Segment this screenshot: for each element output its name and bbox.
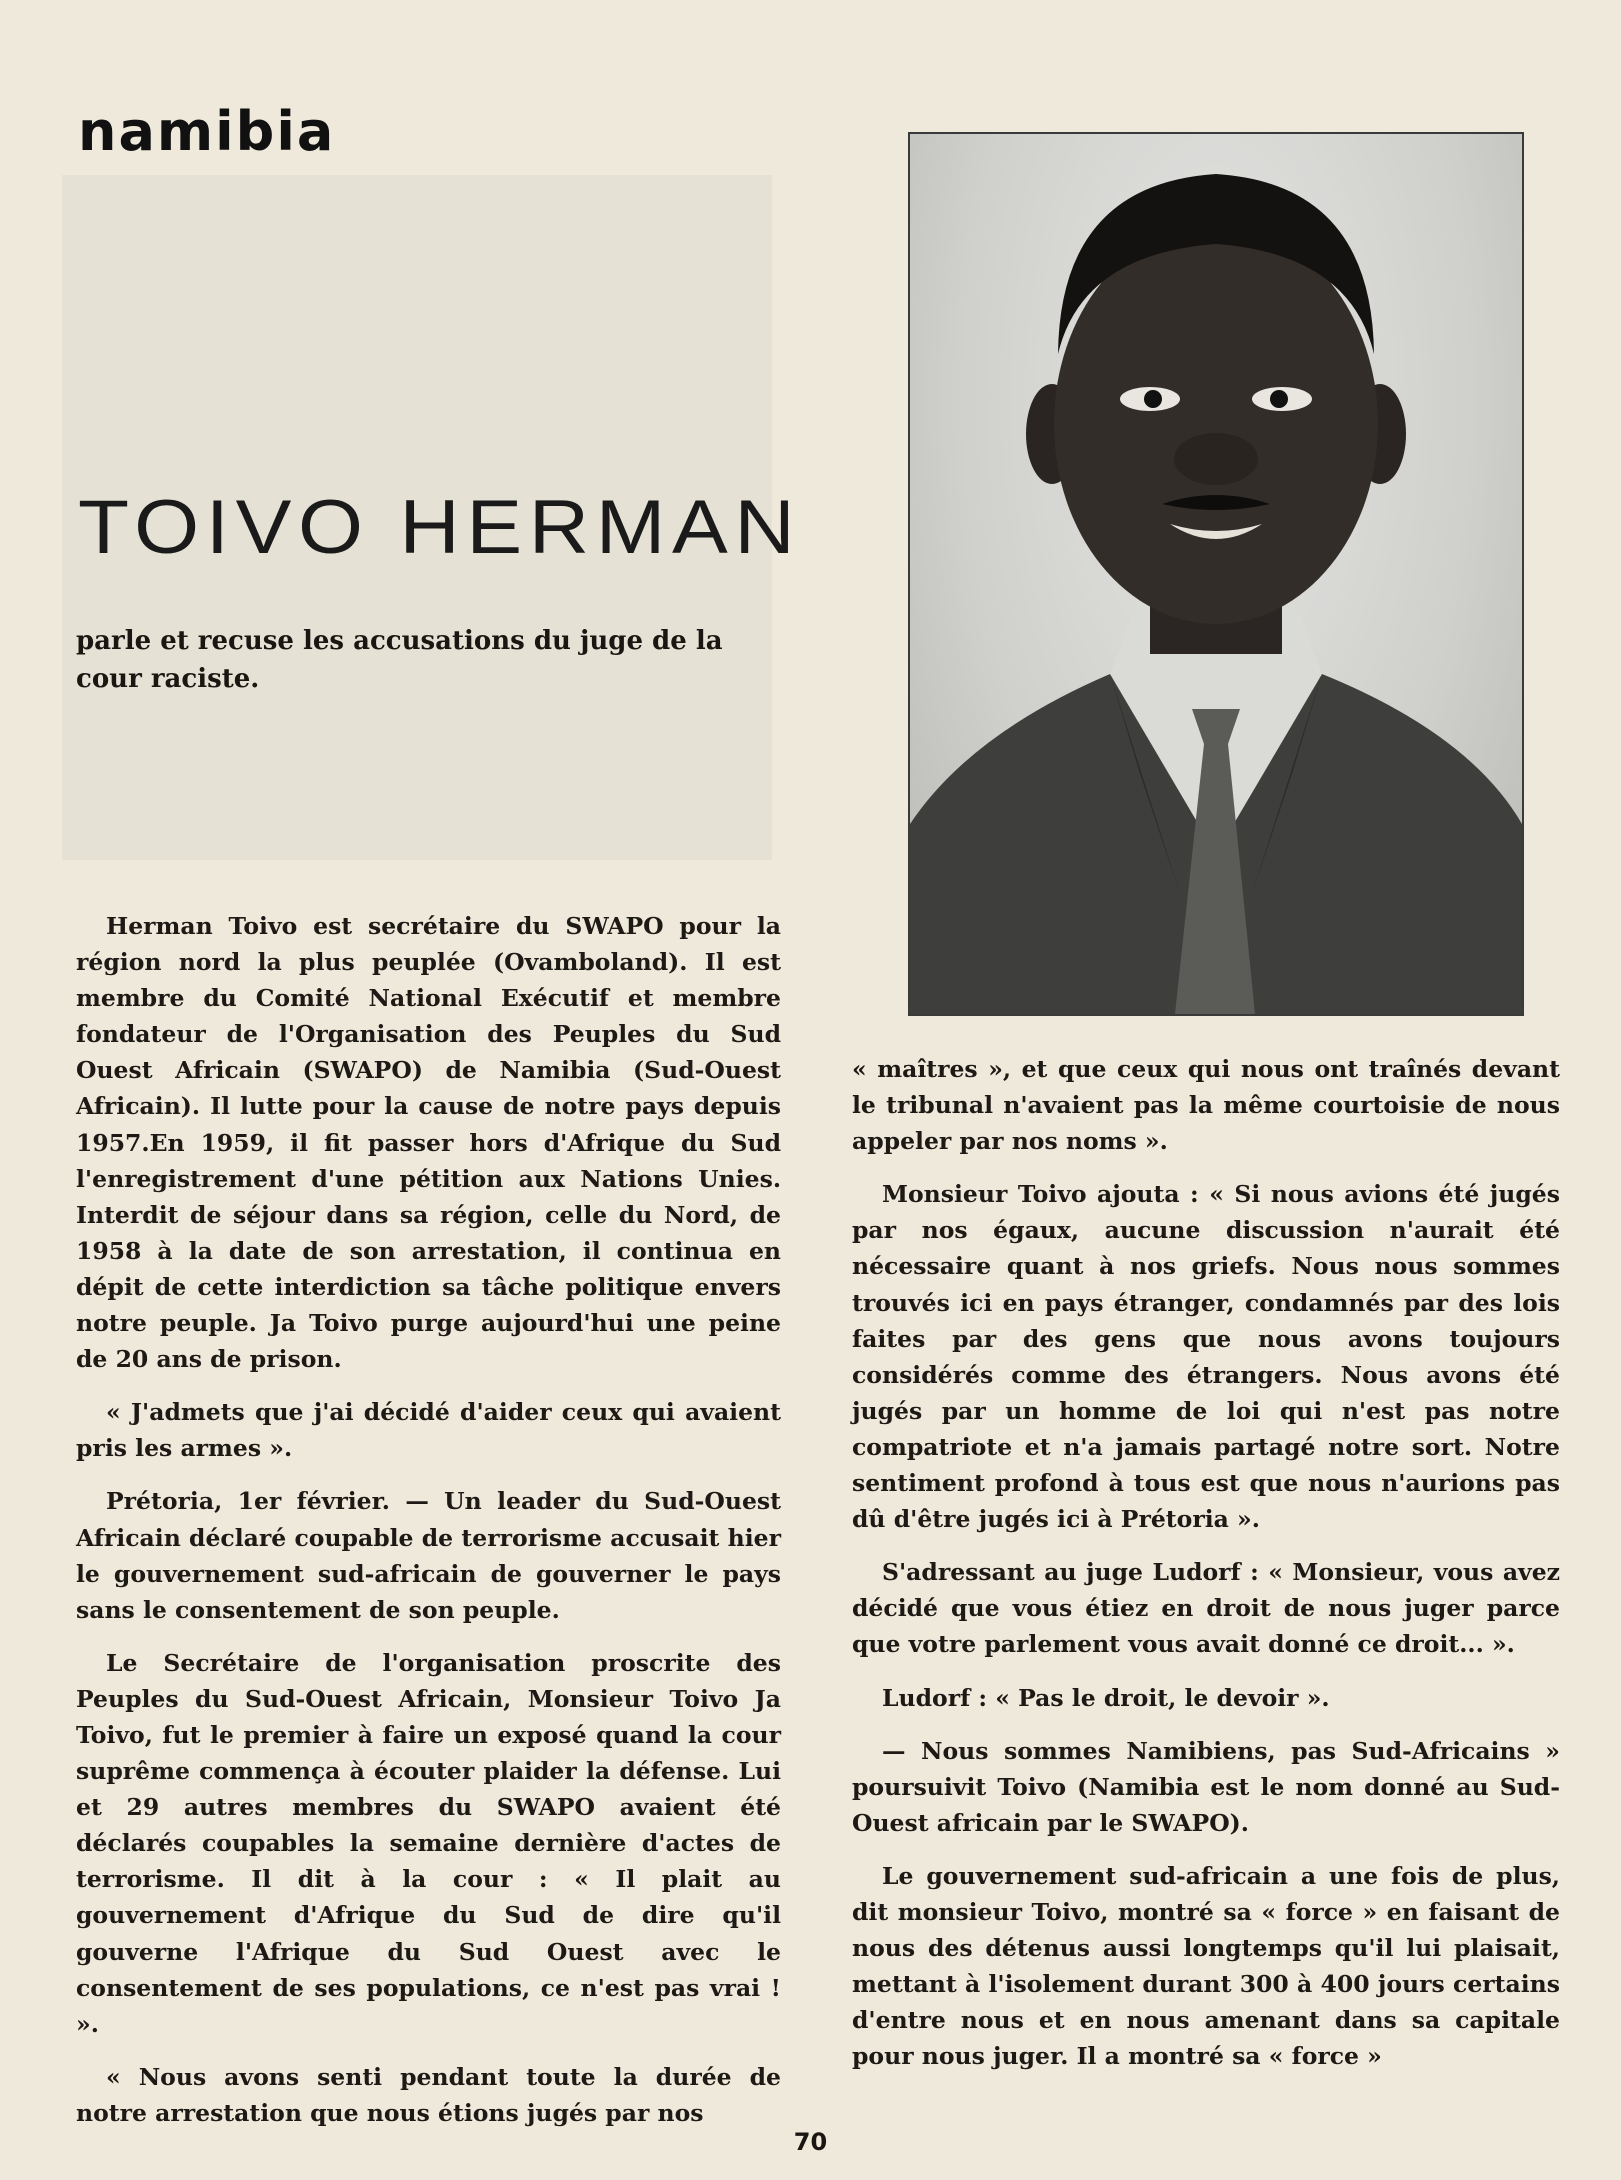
paragraph: Monsieur Toivo ajouta : « Si nous avions été jugés par nos égaux, aucune discussion n'aurait été nécessaire quant à nos griefs. Nous nous sommes trouvés ici en pays étranger, condamnés par des lois faites par des gens que nous avons toujours considérés comme des étrangers. Nous avons été jugés par un homme de loi qui n'est pas notre compatriote et n'a jamais partagé notre sort. Notre sentiment profond à tous est que nous n'aurions pas dû d'être jugés ici à Prétoria ». xyxy=(852,1180,1560,1534)
article-subtitle: parle et recuse les accusations du juge de la cour raciste. xyxy=(76,626,723,694)
portrait-icon xyxy=(910,134,1522,1014)
article-column-left xyxy=(76,908,781,2148)
section-label: namibia xyxy=(78,100,336,163)
paragraph: Ludorf : « Pas le droit, le devoir ». xyxy=(882,1683,1330,1712)
article-column-right xyxy=(852,1051,1560,2091)
paragraph: « maîtres », et que ceux qui nous ont traînés devant le tribunal n'avaient pas la même courtoisie de nous appeler par nos noms ». xyxy=(852,1055,1560,1156)
paragraph: Herman Toivo est secrétaire du SWAPO pour la région nord la plus peuplée (Ovamboland). Il est membre du Comité National Exécutif et membre fondateur de l'Organisation des Peuples du Sud Ouest Africain (SWAPO) de Namibia (Sud-Ouest Africain). Il lutte pour la cause de notre pays depuis 1957.En 1959, il fit passer hors d'Afrique du Sud l'enregistrement d'une pétition aux Nations Unies. Interdit de séjour dans sa région, celle du Nord, de 1958 à la date de son arrestation, il continua en dépit de cette interdiction sa tâche politique envers notre peuple. Ja Toivo purge aujourd'hui une peine de 20 ans de prison. xyxy=(76,912,781,1374)
paragraph: Prétoria, 1er février. — Un leader du Sud-Ouest Africain déclaré coupable de terrorisme accusait hier le gouvernement sud-africain de gouverner le pays sans le consentement de son peuple. xyxy=(76,1487,781,1624)
paragraph: S'adressant au juge Ludorf : « Monsieur, vous avez décidé que vous étiez en droit de nous juger parce que votre parlement vous avait donné ce droit... ». xyxy=(852,1558,1560,1659)
paragraph: « J'admets que j'ai décidé d'aider ceux qui avaient pris les armes ». xyxy=(76,1398,781,1463)
paragraph: — Nous sommes Namibiens, pas Sud-Africains » poursuivit Toivo (Namibia est le nom donné au Sud-Ouest africain par le SWAPO). xyxy=(852,1736,1560,1837)
page-number: 70 xyxy=(793,2128,828,2156)
portrait-photo xyxy=(908,132,1524,1016)
paragraph: Le gouvernement sud-africain a une fois de plus, dit monsieur Toivo, montré sa « force » en faisant de nous des détenus aussi longtemps qu'il lui plaisait, mettant à l'isolement durant 300 à 400 jours certains d'entre nous et en nous amenant dans sa capitale pour nous juger. Il a montré sa « force » xyxy=(852,1861,1560,2071)
paragraph: Le Secrétaire de l'organisation proscrite des Peuples du Sud-Ouest Africain, Monsieur Toivo Ja Toivo, fut le premier à faire un exposé quand la cour suprême commença à écouter plaider la défense. Lui et 29 autres membres du SWAPO avaient été déclarés coupables la semaine dernière d'actes de terrorisme. Il dit à la cour : « Il plait au gouvernement d'Afrique du Sud de dire qu'il gouverne l'Afrique du Sud Ouest avec le consentement de ses populations, ce n'est pas vrai ! ». xyxy=(76,1648,781,2038)
paragraph: « Nous avons senti pendant toute la durée de notre arrestation que nous étions jugés par nos xyxy=(76,2062,781,2127)
article-title: TOIVO HERMAN xyxy=(78,485,802,570)
